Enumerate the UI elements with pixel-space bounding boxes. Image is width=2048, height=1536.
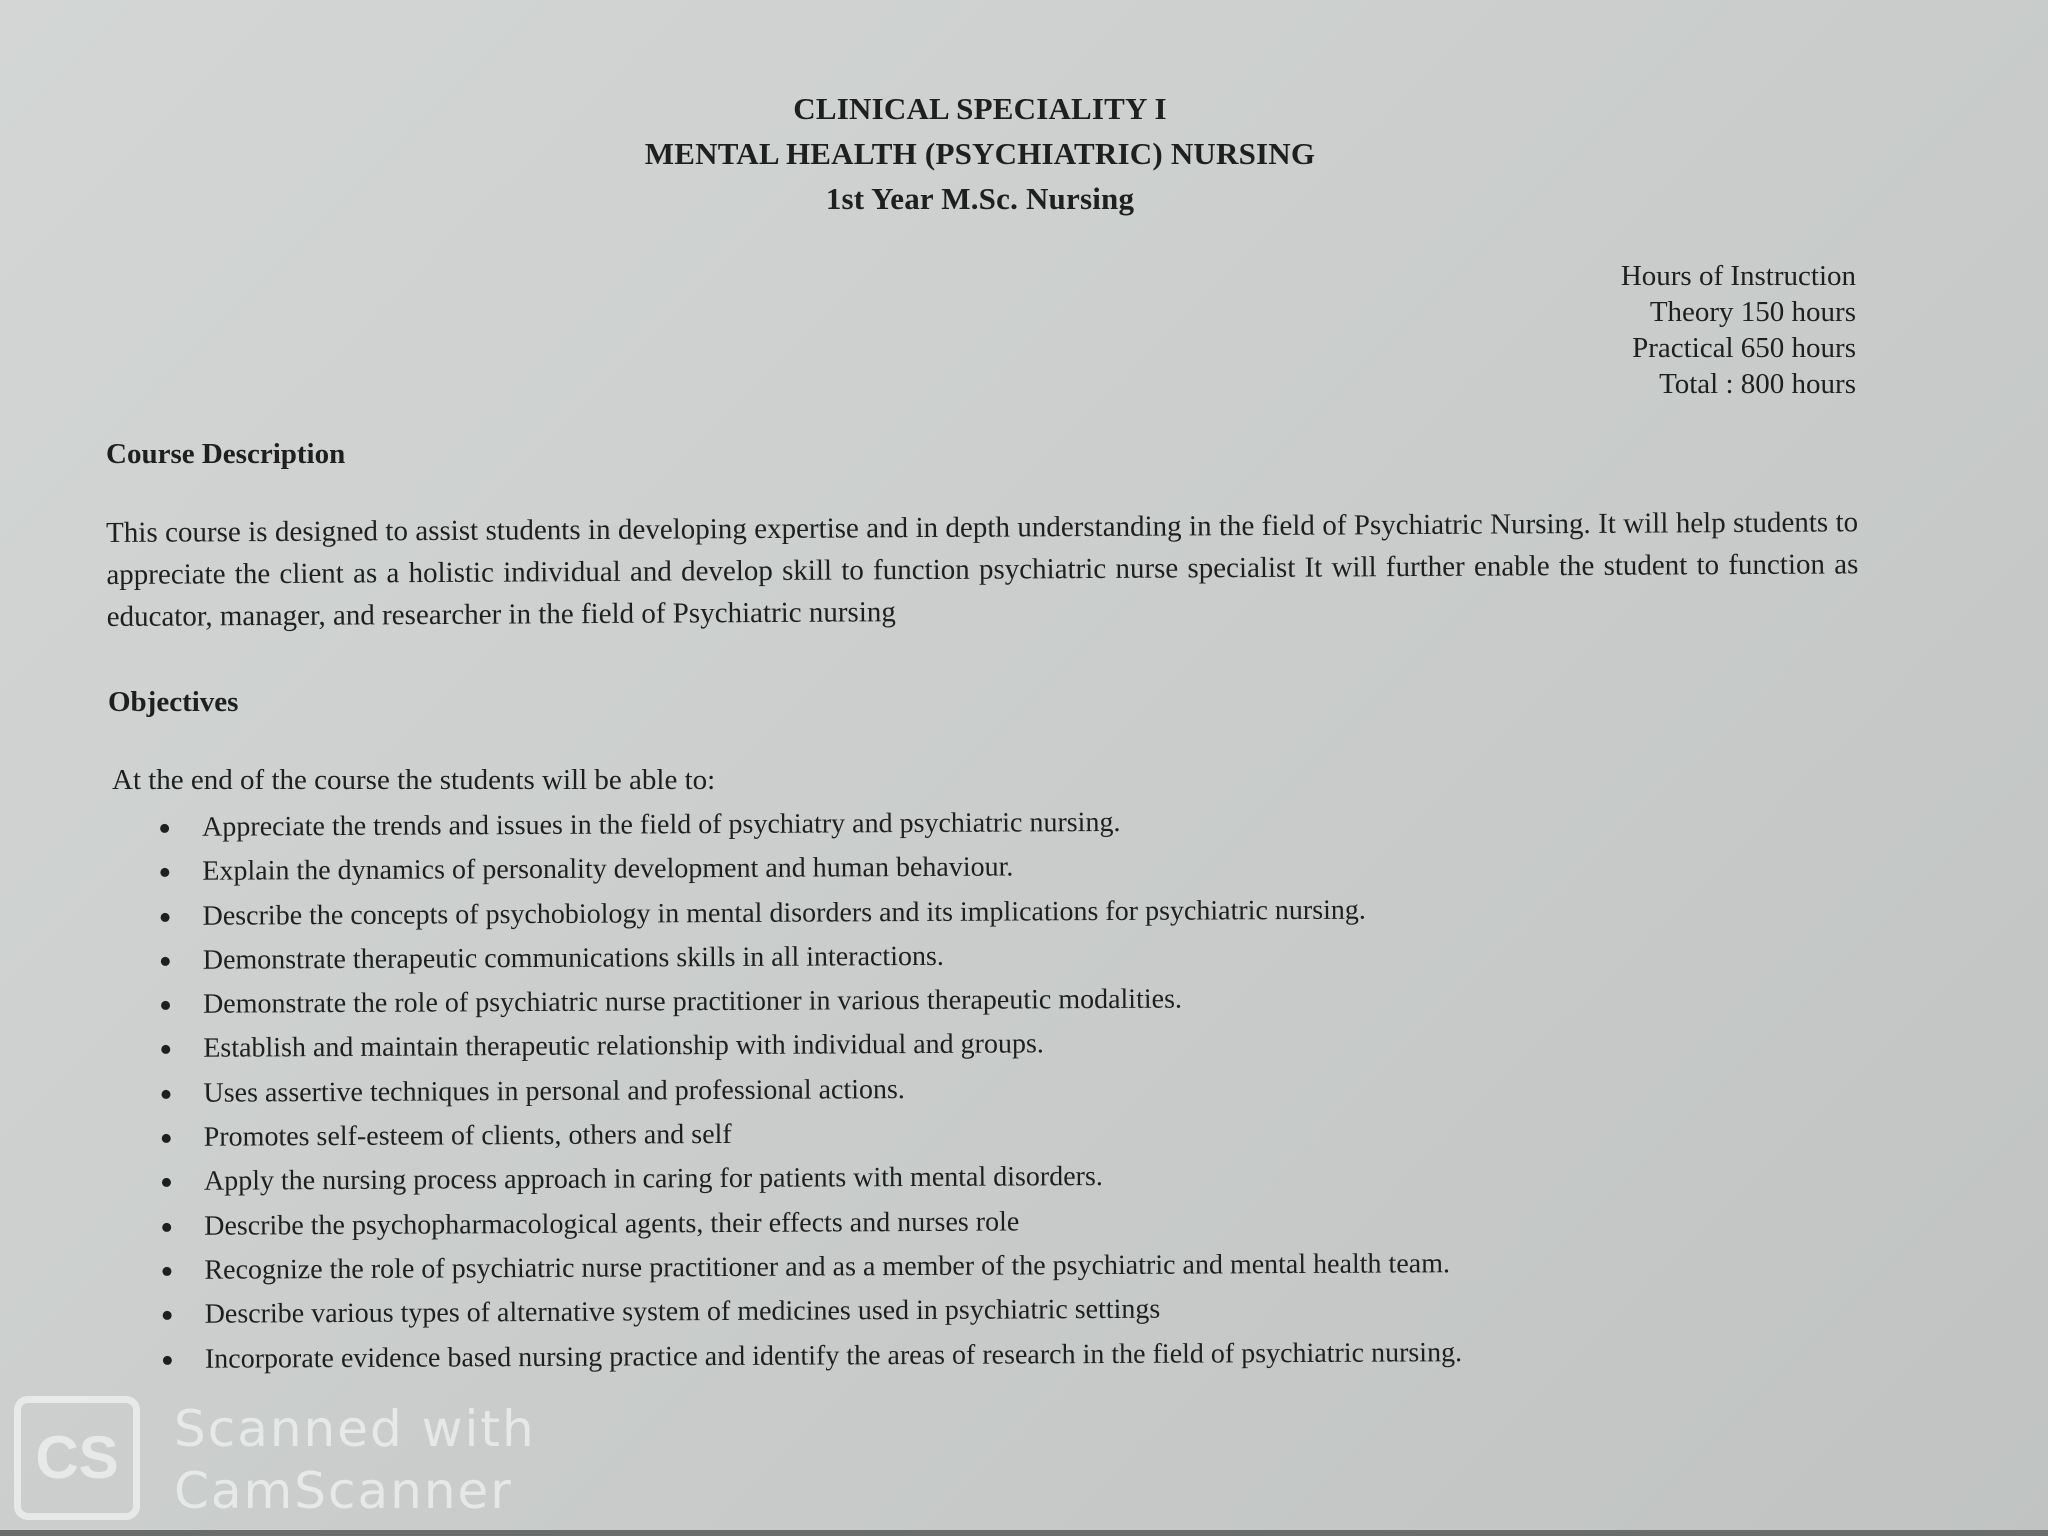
title-line-2: MENTAL HEALTH (PSYCHIATRIC) NURSING (644, 136, 1316, 171)
course-description-heading: Course Description (106, 438, 346, 470)
course-description-text: This course is designed to assist students in developing expertise and in depth understanding in the field of Psychiatric Nursing. It will help students to appreciate the client as a holistic individual and develop skill to function psychiatric nurse specialist It will further enable the student to function as educator, manager, and researcher in the field of Psychiatric nursing (106, 506, 1859, 633)
objectives-list (150, 798, 1753, 1382)
bullet-icon (160, 868, 169, 877)
watermark-text (174, 1398, 536, 1522)
bullet-icon (162, 1223, 171, 1232)
bullet-icon (163, 1311, 172, 1320)
bullet-icon (162, 1178, 171, 1187)
bullet-icon (161, 957, 170, 966)
objective-text: Describe the concepts of psychobiology in mental disorders and its implications for psychiatric nursing. (202, 894, 1366, 932)
title-line-1: CLINICAL SPECIALITY I (793, 91, 1167, 126)
bullet-icon (161, 1001, 170, 1010)
hours-of-instruction (1621, 258, 1856, 402)
bullet-icon (162, 1134, 171, 1143)
objective-text: Promotes self-esteem of clients, others and self (203, 1119, 732, 1153)
objective-item (153, 1329, 1753, 1382)
objective-text: Uses assertive techniques in personal and professional actions. (203, 1073, 905, 1109)
objective-text: Establish and maintain therapeutic relationship with individual and groups. (203, 1028, 1044, 1065)
document-title (0, 86, 1960, 221)
bullet-icon (163, 1355, 172, 1364)
objectives-heading: Objectives (108, 686, 239, 718)
camscanner-logo: CS (14, 1396, 140, 1520)
practical-hours: Practical 650 hours (1632, 332, 1856, 364)
objectives-intro: At the end of the course the students will be able to: (112, 764, 716, 796)
hours-label: Hours of Instruction (1620, 260, 1856, 292)
objective-text: Demonstrate therapeutic communications skills in all interactions. (202, 940, 944, 976)
objective-text: Explain the dynamics of personality development and human behaviour. (202, 851, 1014, 888)
bullet-icon (162, 1267, 171, 1276)
objective-text: Appreciate the trends and issues in the field of psychiatry and psychiatric nursing. (202, 806, 1121, 843)
bullet-icon (160, 824, 169, 833)
objective-text: Demonstrate the role of psychiatric nurse practitioner in various therapeutic modalities. (202, 983, 1183, 1020)
bullet-icon (161, 1090, 170, 1099)
objective-text: Apply the nursing process approach in caring for patients with mental disorders. (203, 1161, 1103, 1198)
objective-text: Describe various types of alternative system of medicines used in psychiatric settings (204, 1293, 1161, 1330)
watermark-line-2: CamScanner (174, 1462, 513, 1520)
bullet-icon (161, 1045, 170, 1054)
title-line-3: 1st Year M.Sc. Nursing (825, 181, 1135, 216)
watermark-line-1: Scanned with (174, 1400, 536, 1458)
objective-text: Describe the psychopharmacological agents, their effects and nurses role (204, 1206, 1020, 1242)
theory-hours: Theory 150 hours (1649, 296, 1856, 328)
objective-text: Incorporate evidence based nursing practice and identify the areas of research in the field of psychiatric nursing. (204, 1336, 1463, 1375)
page-edge (0, 1530, 2048, 1536)
total-hours: Total : 800 hours (1659, 368, 1856, 400)
bullet-icon (161, 912, 170, 921)
objective-text: Recognize the role of psychiatric nurse practitioner and as a member of the psychiatric and mental health team. (204, 1248, 1451, 1286)
